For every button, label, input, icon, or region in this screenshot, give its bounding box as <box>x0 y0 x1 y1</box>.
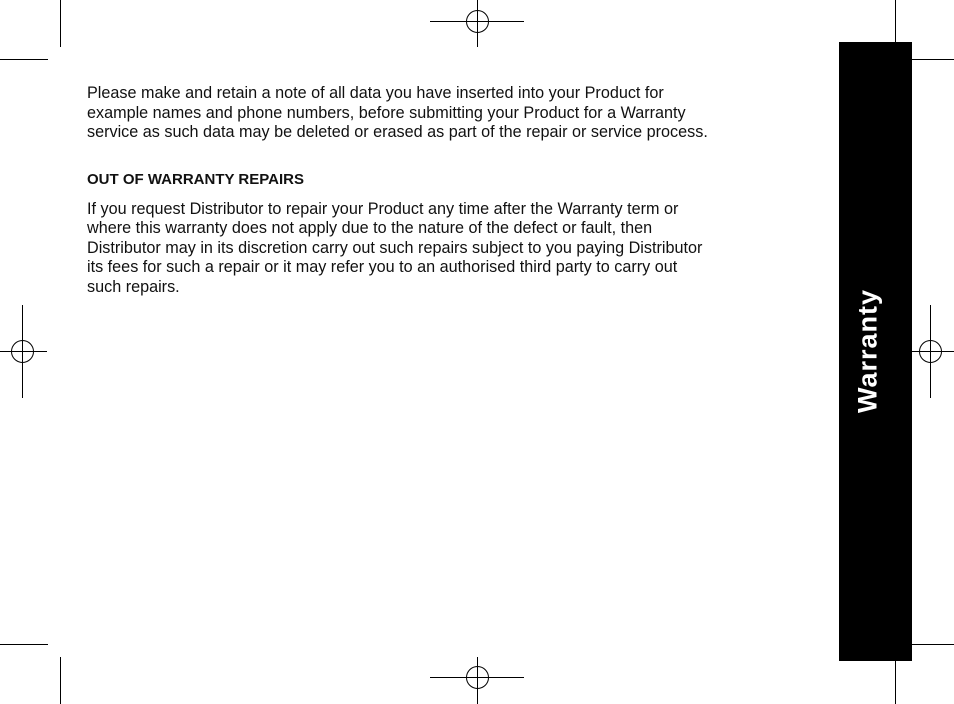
registration-mark-top-circle <box>467 11 489 33</box>
data-backup-paragraph: Please make and retain a note of all data you have inserted into your Product for example names and phone numbers, before submitting your Product for a Warranty service as such data may be deleted or erased as part of the repair or service process. <box>87 84 708 141</box>
registration-mark-left-circle <box>12 341 34 363</box>
out-of-warranty-heading: OUT OF WARRANTY REPAIRS <box>87 170 304 188</box>
section-side-tab-label: Warranty <box>852 288 883 414</box>
out-of-warranty-paragraph: If you request Distributor to repair your Product any time after the Warranty term or where this warranty does not apply due to the nature of the defect or fault, then Distributor may in its discretion carry out such repairs subject to you paying Distributor its fees for such a repair or it may refer you to an authorised third party to carry out such repairs. <box>87 199 703 296</box>
registration-mark-right-circle <box>920 341 942 363</box>
registration-mark-bottom-circle <box>467 667 489 689</box>
document-content <box>87 84 832 297</box>
